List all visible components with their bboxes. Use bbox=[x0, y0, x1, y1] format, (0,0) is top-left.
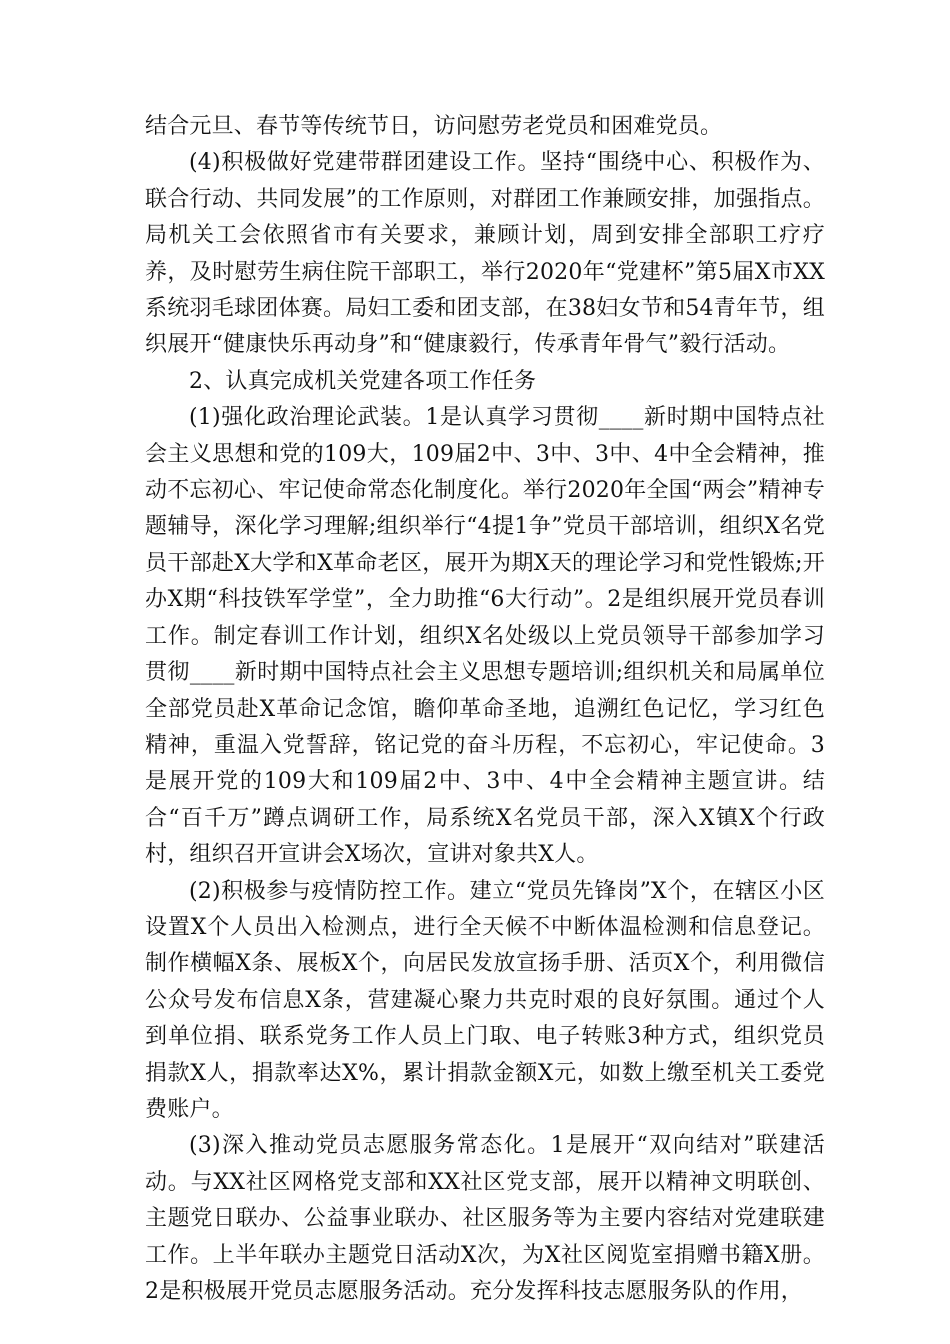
section-heading-2: 2、认真完成机关党建各项工作任务 bbox=[189, 368, 537, 394]
paragraph-item-4-group-work: (4)积极做好党建带群团建设工作。坚持“围绕中心、积极作为、联合行动、共同发展”的工作原则，对群团工作兼顾安排，加强指点。局机关工会依照省市有关要求，兼顾计划，周到安排全部职工疗疗养，及时慰劳生病住院干部职工，举行2020年“党建杯”第5届X市XX系统羽毛球团体赛。局妇工委和团支部，在38妇女节和54青年节，组织展开“健康快乐再动身”和“健康毅行，传承青年骨气”毅行活动。 bbox=[145, 150, 825, 358]
paragraph-continuation: 结合元旦、春节等传统节日，访问慰劳老党员和困难党员。 bbox=[145, 114, 723, 139]
paragraph-item-3-volunteer-service: (3)深入推动党员志愿服务常态化。1是展开“双向结对”联建活动。与XX社区网格党支部和XX社区党支部，展开以精神文明联创、主题党日联办、公益事业联办、社区服务等为主要内容结对党建联建工作。上半年联办主题党日活动X次，为X社区阅览室捐赠书籍X册。2是积极展开党员志愿服务活动。充分发挥科技志愿服务队的作用， bbox=[145, 1133, 825, 1304]
document-body bbox=[145, 109, 825, 1310]
paragraph-item-1-political-study: (1)强化政治理论武装。1是认真学习贯彻____新时期中国特点社会主义思想和党的109大，109届2中、3中、3中、4中全会精神，推动不忘初心、牢记使命常态化制度化。举行2020年全国“两会”精神专题辅导，深化学习理解;组织举行“4提1争”党员干部培训，组织X名党员干部赴X大学和X革命老区，展开为期X天的理论学习和党性锻炼;开办X期“科技铁军学堂”，全力助推“6大行动”。2是组织展开党员春训工作。制定春训工作计划，组织X名处级以上党员领导干部参加学习贯彻____新时期中国特点社会主义思想专题培训;组织机关和局属单位全部党员赴X革命记念馆，瞻仰革命圣地，追溯红色记忆，学习红色精神，重温入党誓辞，铭记党的奋斗历程，不忘初心，牢记使命。3是展开党的109大和109届2中、3中、4中全会精神主题宣讲。结合“百千万”蹲点调研工作，局系统X名党员干部，深入X镇X个行政村，组织召开宣讲会X场次，宣讲对象共X人。 bbox=[145, 405, 825, 868]
paragraph-item-2-epidemic-control: (2)积极参与疫情防控工作。建立“党员先锋岗”X个，在辖区小区设置X个人员出入检测点，进行全天候不中断体温检测和信息登记。制作横幅X条、展板X个，向居民发放宣扬手册、活页X个，利用微信公众号发布信息X条，营建凝心聚力共克时艰的良好氛围。通过个人到单位捐、联系党务工作人员上门取、电子转账3种方式，组织党员捐款X人，捐款率达X%，累计捐款金额X元，如数上缴至机关工委党费账户。 bbox=[145, 878, 825, 1122]
